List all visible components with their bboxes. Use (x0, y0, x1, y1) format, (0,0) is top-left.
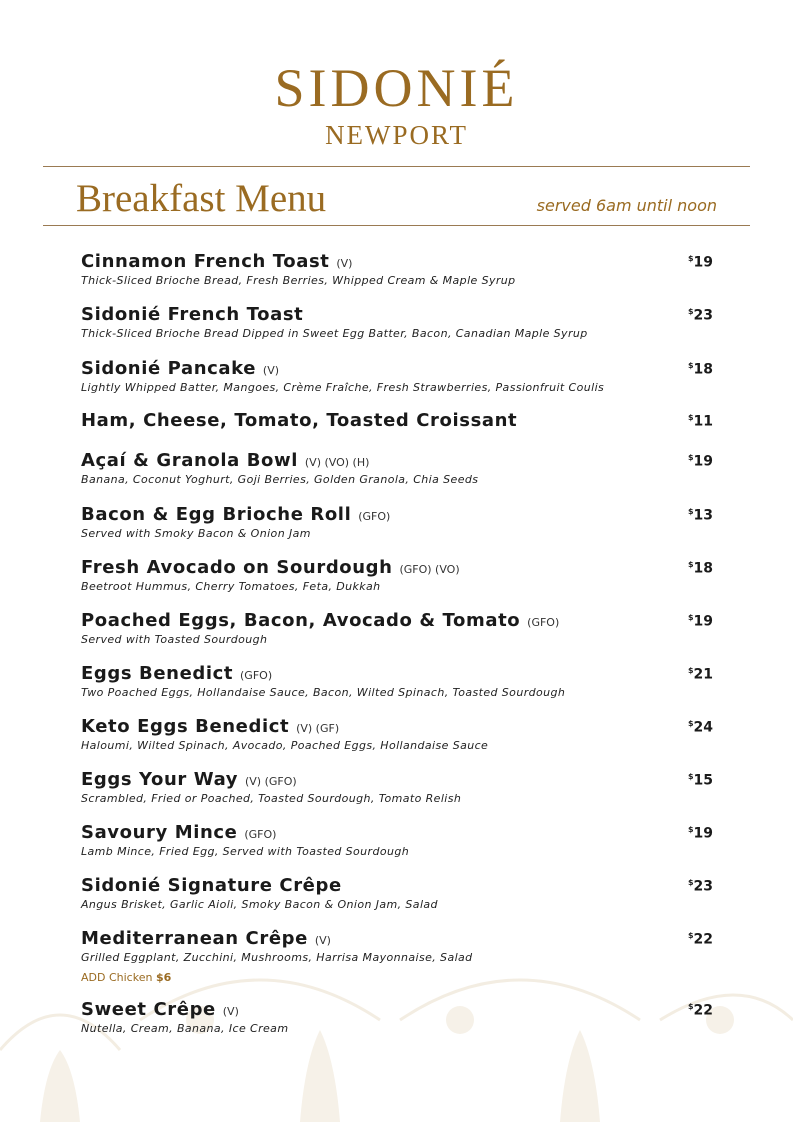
item-tags: (GFO) (527, 616, 560, 629)
price-value: 18 (693, 560, 713, 577)
addon-price: $6 (155, 971, 172, 984)
item-title: Eggs Benedict (81, 663, 234, 684)
item-tags: (GFO) (VO) (399, 563, 460, 576)
item-tags: (V) (314, 934, 331, 947)
price-value: 15 (693, 772, 713, 789)
menu-item (81, 611, 713, 647)
item-description: Haloumi, Wilted Spinach, Avocado, Poached Eggs, Hollandaise Sauce (81, 739, 489, 752)
item-title: Sidonié Signature Crêpe (81, 875, 342, 896)
menu-item (81, 770, 713, 806)
menu-item (81, 1000, 713, 1036)
currency-symbol: $ (687, 1002, 694, 1011)
item-name (81, 252, 713, 274)
item-tags: (V) (VO) (H) (304, 456, 370, 469)
price-value: 19 (693, 613, 713, 630)
item-description: Beetroot Hummus, Cherry Tomatoes, Feta, Dukkah (81, 580, 381, 593)
item-price (688, 666, 713, 683)
item-name (81, 717, 713, 739)
price-value: 23 (693, 307, 713, 324)
currency-symbol: $ (687, 825, 694, 834)
item-price (688, 825, 713, 842)
currency-symbol: $ (687, 361, 694, 370)
item-description: Lamb Mince, Fried Egg, Served with Toasted Sourdough (81, 845, 410, 858)
menu-item (81, 305, 713, 341)
item-description: Nutella, Cream, Banana, Ice Cream (81, 1022, 289, 1035)
currency-symbol: $ (687, 931, 694, 940)
item-name (81, 451, 713, 473)
menu-item (81, 252, 713, 288)
menu-item (81, 717, 713, 753)
item-description: Scrambled, Fried or Poached, Toasted Sourdough, Tomato Relish (81, 792, 462, 805)
item-title: Sweet Crêpe (81, 999, 216, 1020)
item-name (81, 359, 713, 381)
item-price (688, 878, 713, 895)
price-value: 22 (693, 931, 713, 948)
item-name (81, 823, 713, 845)
item-description: Served with Toasted Sourdough (81, 633, 268, 646)
brand-logo (0, 58, 793, 150)
addon-label: ADD Chicken (81, 971, 153, 984)
currency-symbol: $ (687, 413, 694, 422)
item-name (81, 558, 713, 580)
item-price (688, 560, 713, 577)
item-price (688, 772, 713, 789)
item-name (81, 876, 713, 898)
item-name (81, 411, 713, 433)
item-name (81, 770, 713, 792)
menu-item (81, 451, 713, 487)
currency-symbol: $ (687, 772, 694, 781)
item-tags: (GFO) (244, 828, 277, 841)
item-price (688, 931, 713, 948)
menu-item (81, 505, 713, 541)
item-name (81, 664, 713, 686)
item-title: Cinnamon French Toast (81, 251, 330, 272)
price-value: 23 (693, 878, 713, 895)
brand-name: SIDONIÉ (274, 58, 519, 118)
item-title: Açaí & Granola Bowl (81, 450, 298, 471)
item-price (688, 307, 713, 324)
divider (43, 225, 750, 226)
item-title: Savoury Mince (81, 822, 238, 843)
price-value: 19 (693, 453, 713, 470)
item-title: Sidonié French Toast (81, 304, 304, 325)
item-price (688, 1002, 713, 1019)
item-price (688, 413, 713, 430)
item-description: Thick-Sliced Brioche Bread Dipped in Sweet Egg Batter, Bacon, Canadian Maple Syrup (81, 327, 588, 340)
menu-item (81, 359, 713, 395)
item-tags: (V) (GFO) (244, 775, 297, 788)
item-description: Grilled Eggplant, Zucchini, Mushrooms, Harrisa Mayonnaise, Salad (81, 951, 473, 964)
item-addon (81, 971, 713, 984)
served-hours: served 6am until noon (536, 196, 717, 215)
item-title: Fresh Avocado on Sourdough (81, 557, 393, 578)
page-title: Breakfast Menu (76, 177, 327, 220)
item-description: Angus Brisket, Garlic Aioli, Smoky Bacon & Onion Jam, Salad (81, 898, 438, 911)
price-value: 19 (693, 825, 713, 842)
currency-symbol: $ (687, 507, 694, 516)
item-description: Lightly Whipped Batter, Mangoes, Crème Fraîche, Fresh Strawberries, Passionfruit Coulis (81, 381, 605, 394)
item-description: Thick-Sliced Brioche Bread, Fresh Berries, Whipped Cream & Maple Syrup (81, 274, 516, 287)
menu-item (81, 929, 713, 984)
menu-item (81, 876, 713, 912)
currency-symbol: $ (687, 307, 694, 316)
currency-symbol: $ (687, 878, 694, 887)
currency-symbol: $ (687, 254, 694, 263)
currency-symbol: $ (687, 666, 694, 675)
price-value: 18 (693, 361, 713, 378)
item-title: Eggs Your Way (81, 769, 239, 790)
item-description: Banana, Coconut Yoghurt, Goji Berries, Golden Granola, Chia Seeds (81, 473, 479, 486)
menu-item (81, 823, 713, 859)
currency-symbol: $ (687, 560, 694, 569)
brand-location: NEWPORT (325, 120, 468, 150)
currency-symbol: $ (687, 453, 694, 462)
divider (43, 166, 750, 167)
item-title: Keto Eggs Benedict (81, 716, 290, 737)
item-price (688, 254, 713, 271)
item-price (688, 507, 713, 524)
decorative-pattern (0, 960, 793, 1122)
item-title: Poached Eggs, Bacon, Avocado & Tomato (81, 610, 521, 631)
item-tags: (V) (GF) (296, 722, 340, 735)
currency-symbol: $ (687, 613, 694, 622)
item-tags: (V) (336, 257, 353, 270)
price-value: 22 (693, 1002, 713, 1019)
item-name (81, 505, 713, 527)
price-value: 11 (693, 413, 713, 430)
item-description: Two Poached Eggs, Hollandaise Sauce, Bacon, Wilted Spinach, Toasted Sourdough (81, 686, 566, 699)
item-title: Bacon & Egg Brioche Roll (81, 504, 352, 525)
menu-item (81, 411, 713, 433)
item-name (81, 305, 713, 327)
item-price (688, 361, 713, 378)
currency-symbol: $ (687, 719, 694, 728)
item-price (688, 453, 713, 470)
item-tags: (V) (262, 364, 280, 377)
price-value: 19 (693, 254, 713, 271)
item-price (688, 719, 713, 736)
price-value: 21 (693, 666, 713, 683)
item-name (81, 611, 713, 633)
price-value: 24 (693, 719, 713, 736)
item-name (81, 1000, 713, 1022)
item-name (81, 929, 713, 951)
item-title: Ham, Cheese, Tomato, Toasted Croissant (81, 410, 518, 431)
menu-item (81, 664, 713, 700)
item-tags: (GFO) (240, 669, 273, 682)
item-tags: (V) (222, 1005, 239, 1018)
price-value: 13 (693, 507, 713, 524)
item-price (688, 613, 713, 630)
item-title: Mediterranean Crêpe (81, 928, 308, 949)
item-title: Sidonié Pancake (81, 358, 257, 379)
item-tags: (GFO) (358, 510, 391, 523)
item-description: Served with Smoky Bacon & Onion Jam (81, 527, 311, 540)
menu-item (81, 558, 713, 594)
